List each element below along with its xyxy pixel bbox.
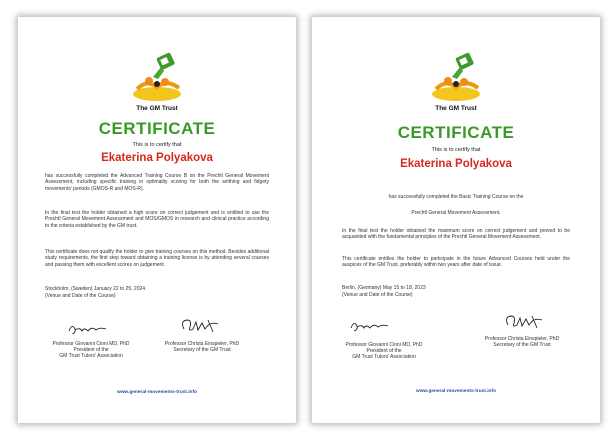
- signature-cioni: [348, 318, 392, 339]
- signature-einspieler: [178, 317, 222, 340]
- course-name: Prechtl General Movement Assessment.: [411, 210, 501, 216]
- advanced-course-certificate: [18, 17, 296, 423]
- certify-line: This is to certify that: [431, 147, 481, 153]
- basic-course-certificate: [312, 17, 600, 423]
- signature-einspieler: [502, 313, 546, 336]
- entitlement-paragraph: This certificate entitles the holder to participate in the future Advanced Courses held under the auspices of the GM Trust, preferably within two years after date of issue.: [342, 256, 570, 269]
- signature-cioni: [66, 321, 110, 342]
- test-paragraph: In the final test the holder obtained a high score on correct judgement and is entitled to use the Prechtl General Movement Assessment and MOS/GMOS in research and clinical practice according to the criteria established by the GM trust.: [45, 210, 269, 229]
- website-link[interactable]: www.general-movements-trust.info: [415, 389, 497, 394]
- gm-trust-logo: [426, 51, 486, 103]
- holder-name: Ekaterina Polyakova: [400, 158, 512, 170]
- website-link[interactable]: www.general-movements-trust.info: [116, 390, 198, 395]
- certify-line: This is to certify that: [132, 142, 182, 148]
- course-paragraph: has successfully completed the Advanced Training Course B on the Prechtl General Movement Assessment, including specific training in optimality scoring for both the writhing and fidgety movements' periods (GMOS-R and MOS-R).: [45, 173, 269, 192]
- venue-date: Stockholm, (Sweden) January 22 to 25, 2024: [45, 286, 146, 292]
- holder-name: Ekaterina Polyakova: [101, 152, 213, 164]
- course-paragraph: has successfully completed the Basic Training Course on the: [388, 194, 524, 200]
- signer-einspieler: Professor Christa Einspieler, PhD Secretary of the GM Trust: [164, 341, 240, 354]
- signer-einspieler: Professor Christa Einspieler, PhD Secretary of the GM Trust: [484, 336, 560, 349]
- venue-date-caption: (Venue and Date of the Course): [342, 292, 413, 298]
- certificate-title: CERTIFICATE: [98, 119, 216, 138]
- certificate-title: CERTIFICATE: [397, 123, 515, 142]
- org-name: The GM Trust: [136, 105, 178, 112]
- org-name: The GM Trust: [435, 105, 477, 112]
- qualification-paragraph: This certificate does not qualify the holder to give training courses on this method. Besides additional study requirements, the first step toward obtaining a training license is by attending several courses and passing them with excellent scores on judgement.: [45, 249, 269, 268]
- signer-cioni: Professor Giovanni Cioni MD, PhD President of the GM Trust Tutors' Association: [345, 342, 423, 361]
- signer-cioni: Professor Giovanni Cioni MD, PhD President of the GM Trust Tutors' Association: [52, 341, 130, 360]
- gm-trust-logo: [127, 51, 187, 103]
- venue-date: Berlin, (Germany) May 15 to 18, 2023: [342, 285, 426, 291]
- venue-date-caption: (Venue and Date of the Course): [45, 293, 116, 299]
- test-paragraph: In the final test the holder obtained the maximum score on correct judgement and proved to be acquainted with the fundamental principles of the Prechtl General Movement Assessment.: [342, 228, 570, 241]
